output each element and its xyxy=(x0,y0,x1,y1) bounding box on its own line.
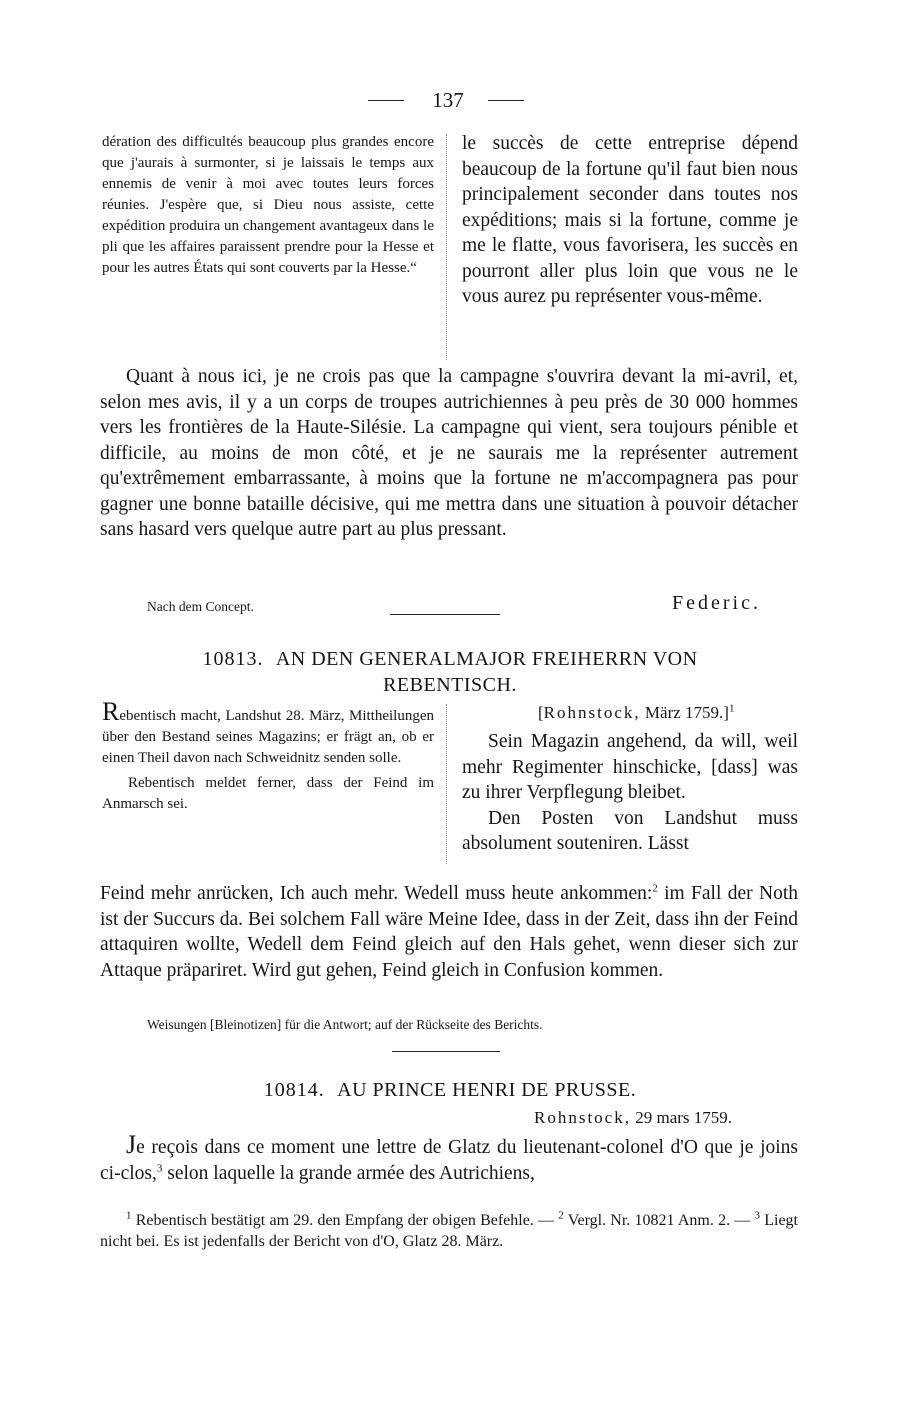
letter-10813-body-right xyxy=(462,729,798,857)
dateline-date: März 1759.] xyxy=(644,703,729,722)
footnote-2-mark: 2 xyxy=(558,1209,564,1222)
letter-10814-dateline-place: Rohnstock, xyxy=(534,1108,631,1127)
letter-10814-body-b: selon laquelle la grande armée des Autrichiens, xyxy=(162,1162,535,1184)
page-number: 137 xyxy=(432,88,464,112)
footnote-ref-3: 3 xyxy=(156,1162,163,1174)
footnote-3: Liegt nicht bei. Es ist jedenfalls der Bericht von d'O, Glatz 28. März. xyxy=(100,1212,799,1250)
letter-10814-heading xyxy=(100,1077,800,1103)
page-header xyxy=(0,88,900,112)
letter-10813-title-line2: REBENTISCH. xyxy=(383,674,517,696)
drop-cap-j: J xyxy=(126,1130,137,1159)
letter-10814-title: AU PRINCE HENRI DE PRUSSE. xyxy=(337,1079,637,1101)
letter-10814-dateline-date: 29 mars 1759. xyxy=(635,1108,733,1127)
dateline-place: Rohnstock, xyxy=(543,703,641,722)
paragraph-quant-text: Quant à nous ici, je ne crois pas que la campagne s'ouvrira devant la mi-avril, et, selon mes avis, il y a un corps de troupes autrichiennes à peu près de 30 000 hommes vers les frontières de la Haute-Silésie. La campagne qui vient, sera toujours pénible et difficile, au moins de mon côté, et je ne saurais me la représenter autrement qu'extrêmement embarrassante, à moins que la fortune ne m'accompagnera pas pour gagner une bonne bataille décisive, qui me mettra dans une situation à pouvoir détacher sans hasard vers quelque autre part au plus pressant. xyxy=(100,366,798,540)
letter-10813-body-full xyxy=(100,881,798,983)
footnote-3-mark: 3 xyxy=(754,1209,761,1222)
letter-10813-source-note: Weisungen [Bleinotizen] für die Antwort; auf der Rückseite des Berichts. xyxy=(147,1017,543,1032)
dateline-bracket: [ xyxy=(538,703,544,722)
footnotes xyxy=(100,1210,798,1252)
top-left-column: dération des difficultés beaucoup plus grandes encore que j'aurais à surmonter, si je laissais le temps aux ennemis de venir à moi avec toutes leurs forces réunies. J'espère que, si Dieu nous assiste, cette expédition produira un changement avantageux dans le pli que les affaires paraissent prendre pour la Hesse et pour les autres États qui sont couverts par la Hesse.“ xyxy=(102,134,434,276)
letter-10813-body-full-b: im Fall der Noth ist der Succurs da. Bei solchem Fall wäre Meine Idee, dass in der Zeit, dass ihn der Feind attaquiren wollte, Wedell dem Feind gleich auf den Hals gehet, wenn dieser sich zur Attaque präpariret. Wird gut gehen, Feind gleich in Confusion kommen. xyxy=(100,883,798,981)
letter-10813-heading xyxy=(100,646,800,698)
letter-10813-summary xyxy=(102,697,434,815)
letter-10813-dateline xyxy=(538,702,734,724)
letter-10813-body-p2: Den Posten von Landshut muss absolument souteniren. Lässt xyxy=(462,807,798,854)
footnote-2: Vergl. Nr. 10821 Anm. 2. — xyxy=(563,1212,755,1229)
column-divider xyxy=(446,134,447,360)
letter-10813-body-full-a: Feind mehr anrücken, Ich auch mehr. Wedell muss heute ankommen: xyxy=(100,883,653,904)
drop-cap-r: R xyxy=(102,697,120,726)
letter-10814-body xyxy=(100,1130,798,1186)
header-rule-right xyxy=(488,100,524,101)
letter-10814-body-a: e reçois dans ce moment une lettre de Glatz du lieutenant-colonel d'O que je joins ci-clos, xyxy=(100,1137,798,1184)
letter-10813-body-p1: Sein Magazin angehend, da will, weil mehr Regimenter hinschicke, [dass] was zu ihrer Verpflegung bleibet. xyxy=(462,731,798,803)
top-right-column: le succès de cette entreprise dépend beaucoup de la fortune qu'il faut bien nous principalement seconder dans toutes nos expéditions; mais si la fortune, comme je me le flatte, vous favorisera, les succès en pourront aller plus loin que vous ne le vous aurez pu représenter vous-même. xyxy=(462,133,798,307)
section-divider-1 xyxy=(390,614,500,615)
header-rule-left xyxy=(368,100,404,101)
letter-10813-summary-p1: ebentisch macht, Landshut 28. März, Mittheilungen über den Bestand seines Magazins; er frägt an, ob er einen Theil davon nach Schweidnitz senden solle. xyxy=(102,708,434,766)
letter-10814-number: 10814. xyxy=(263,1079,325,1101)
letter-10813-number: 10813. xyxy=(202,648,264,670)
paragraph-quant xyxy=(100,364,798,543)
letter-10814-dateline xyxy=(534,1107,732,1129)
footnote-ref-2: 2 xyxy=(652,882,658,895)
signature: Federic. xyxy=(672,592,761,614)
footnote-1-mark: 1 xyxy=(126,1209,132,1222)
letter-10813-summary-p2: Rebentisch meldet ferner, dass der Feind im Anmarsch sei. xyxy=(102,775,434,812)
footnote-1: Rebentisch bestätigt am 29. den Empfang der obigen Befehle. — xyxy=(131,1212,559,1229)
footnote-ref-1: 1 xyxy=(728,702,735,715)
source-note-concept: Nach dem Concept. xyxy=(147,599,254,614)
letter-10813-title-line1: AN DEN GENERALMAJOR FREIHERRN VON xyxy=(275,648,698,670)
section-divider-2 xyxy=(392,1051,500,1052)
column-divider-2 xyxy=(446,704,447,864)
